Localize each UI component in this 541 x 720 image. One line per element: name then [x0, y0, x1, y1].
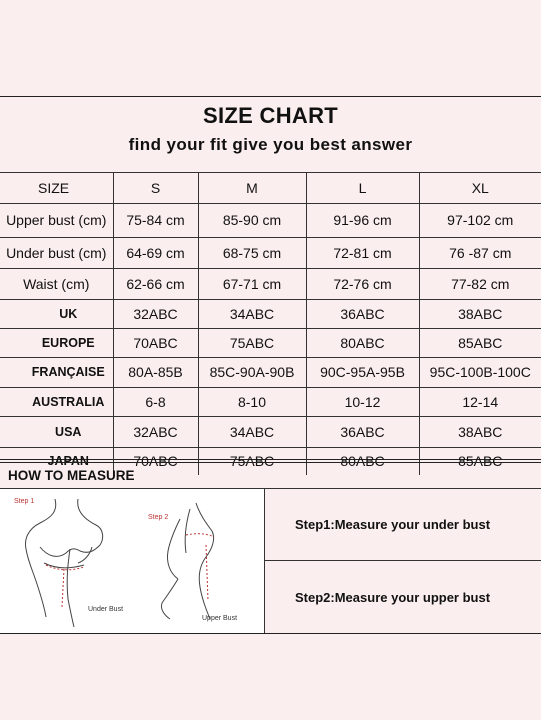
size-header-l: L	[306, 173, 419, 203]
step2-illustration-caption: Upper Bust	[202, 615, 238, 622]
size-cell: 77-82 cm	[419, 268, 541, 299]
step1-illustration-caption: Under Bust	[88, 606, 124, 613]
how-to-measure-section	[0, 462, 541, 634]
size-cell: 32ABC	[113, 416, 198, 447]
size-cell: 36ABC	[306, 416, 419, 447]
size-cell: 80A-85B	[113, 357, 198, 387]
size-cell: 72-76 cm	[306, 268, 419, 299]
size-cell: 90C-95A-95B	[306, 357, 419, 387]
measure-illustration	[0, 489, 265, 633]
size-cell: 85-90 cm	[198, 203, 306, 237]
size-row-label: Under bust (cm)	[0, 237, 113, 268]
size-row	[0, 237, 541, 268]
size-cell: 38ABC	[419, 416, 541, 447]
size-row	[0, 203, 541, 237]
size-cell: 95C-100B-100C	[419, 357, 541, 387]
size-table	[0, 173, 541, 475]
size-header-xl: XL	[419, 173, 541, 203]
size-cell: 70ABC	[113, 328, 198, 357]
size-cell: 6-8	[113, 387, 198, 416]
size-cell: 80ABC	[306, 328, 419, 357]
size-row-label: Waist (cm)	[0, 268, 113, 299]
size-row-label: FRANÇAISE	[0, 357, 113, 387]
size-cell: 38ABC	[419, 299, 541, 328]
size-row-label: AUSTRALIA	[0, 387, 113, 416]
size-cell: 34ABC	[198, 416, 306, 447]
step2-illustration-label: Step 2	[148, 514, 169, 521]
size-cell: 85C-90A-90B	[198, 357, 306, 387]
measure-figure-drawing	[0, 489, 264, 634]
chart-title: SIZE CHART	[203, 103, 338, 128]
size-header-label: SIZE	[0, 173, 113, 203]
size-cell: 8-10	[198, 387, 306, 416]
size-cell: 97-102 cm	[419, 203, 541, 237]
chart-subtitle: find your fit give you best answer	[128, 135, 413, 154]
size-row	[0, 268, 541, 299]
size-cell: 68-75 cm	[198, 237, 306, 268]
size-chart	[0, 96, 541, 470]
size-cell: 72-81 cm	[306, 237, 419, 268]
size-cell: 67-71 cm	[198, 268, 306, 299]
size-row-label: JAPAN	[0, 447, 113, 475]
size-cell: 80ABC	[306, 447, 419, 475]
size-row	[0, 357, 541, 387]
size-cell: 32ABC	[113, 299, 198, 328]
size-cell: 12-14	[419, 387, 541, 416]
size-row	[0, 416, 541, 447]
how-to-measure-heading: HOW TO MEASURE	[0, 463, 541, 489]
size-row-label: EUROPE	[0, 328, 113, 357]
size-cell: 62-66 cm	[113, 268, 198, 299]
size-cell: 34ABC	[198, 299, 306, 328]
size-header-m: M	[198, 173, 306, 203]
size-cell: 64-69 cm	[113, 237, 198, 268]
step1-illustration-label: Step 1	[14, 498, 35, 505]
size-header-s: S	[113, 173, 198, 203]
size-row	[0, 328, 541, 357]
size-cell: 75ABC	[198, 328, 306, 357]
measure-steps	[265, 489, 541, 633]
size-cell: 36ABC	[306, 299, 419, 328]
size-row-label: USA	[0, 416, 113, 447]
size-cell: 85ABC	[419, 328, 541, 357]
chart-title-block	[0, 97, 541, 173]
size-cell: 70ABC	[113, 447, 198, 475]
size-row-label: Upper bust (cm)	[0, 203, 113, 237]
size-row	[0, 387, 541, 416]
size-cell: 85ABC	[419, 447, 541, 475]
size-cell: 75-84 cm	[113, 203, 198, 237]
size-row	[0, 299, 541, 328]
size-cell: 75ABC	[198, 447, 306, 475]
size-cell: 91-96 cm	[306, 203, 419, 237]
step2-instruction: Step2:Measure your upper bust	[295, 589, 491, 605]
size-header-row	[0, 173, 541, 203]
step1-instruction: Step1:Measure your under bust	[265, 489, 541, 561]
size-cell: 76 -87 cm	[419, 237, 541, 268]
size-cell: 10-12	[306, 387, 419, 416]
size-row-label: UK	[0, 299, 113, 328]
